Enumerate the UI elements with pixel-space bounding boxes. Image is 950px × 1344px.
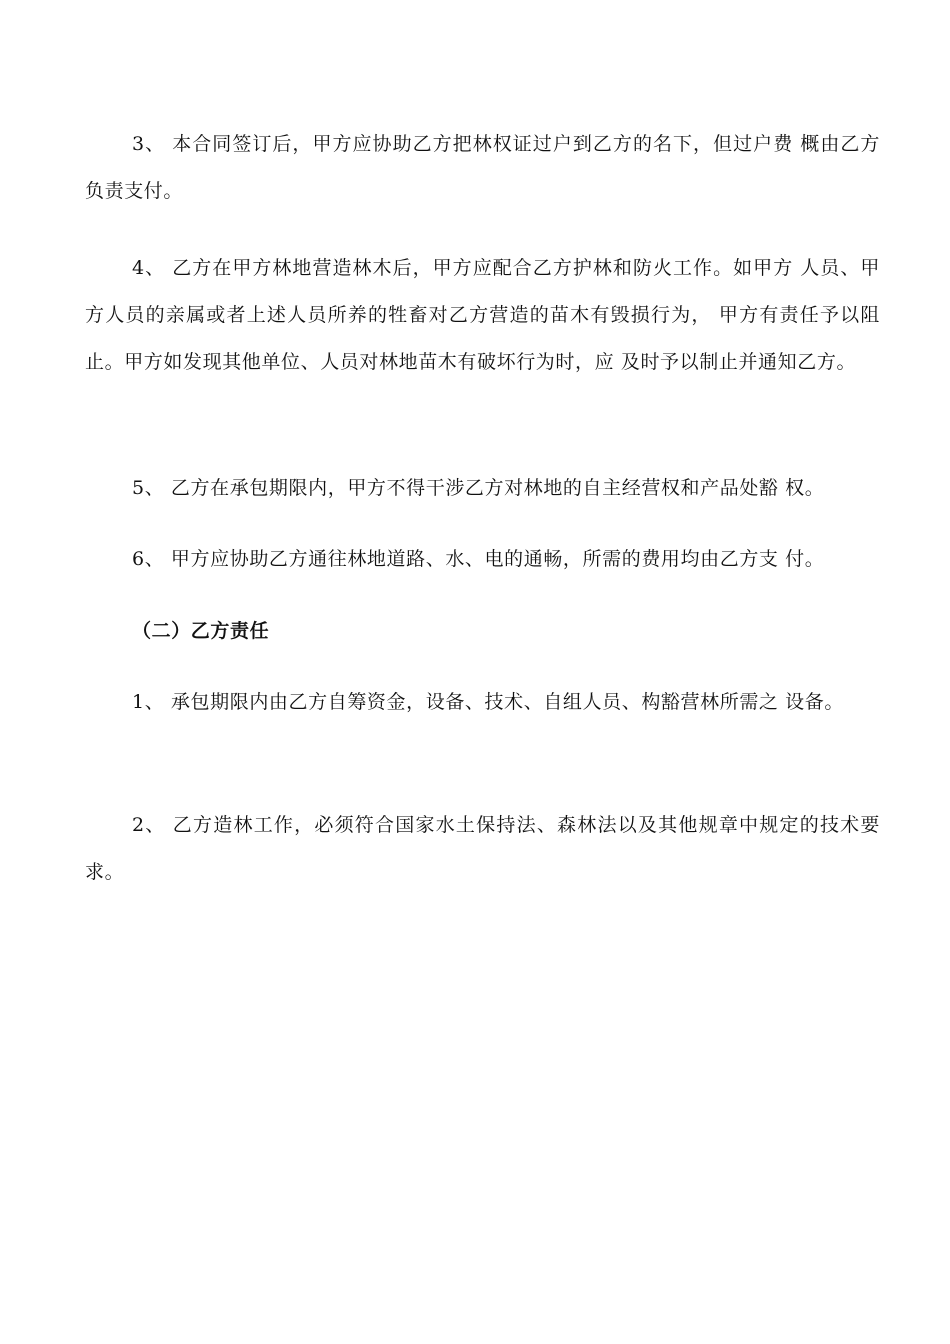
clause-4-paragraph: 4、 乙方在甲方林地营造林木后，甲方应配合乙方护林和防火工作。如甲方 人员、甲方人员的亲属或者上述人员所养的牲畜对乙方营造的苗木有毁损行为， 甲方有责任予以阻止。甲方如发现其他单位、人员对林地苗木有破坏行为时，应 及时予以制止并通知乙方。: [85, 257, 880, 373]
clause-6-paragraph: 6、 甲方应协助乙方通往林地道路、水、电的通畅，所需的费用均由乙方支 付。: [132, 548, 825, 570]
clause-3-paragraph: 3、 本合同签订后，甲方应协助乙方把林权证过户到乙方的名下，但过户费 概由乙方负责支付。: [85, 133, 880, 202]
party-b-clause-1-paragraph: 1、 承包期限内由乙方自筹资金，设备、技术、自组人员、构豁营林所需之 设备。: [132, 691, 844, 713]
clause-5-paragraph: 5、 乙方在承包期限内，甲方不得干涉乙方对林地的自主经营权和产品处豁 权。: [132, 477, 825, 499]
party-b-clause-2-paragraph: 2、 乙方造林工作，必须符合国家水土保持法、森林法以及其他规章中规定的技术要求。: [85, 814, 880, 883]
section-heading-party-b-responsibilities: （二）乙方责任: [132, 620, 270, 642]
